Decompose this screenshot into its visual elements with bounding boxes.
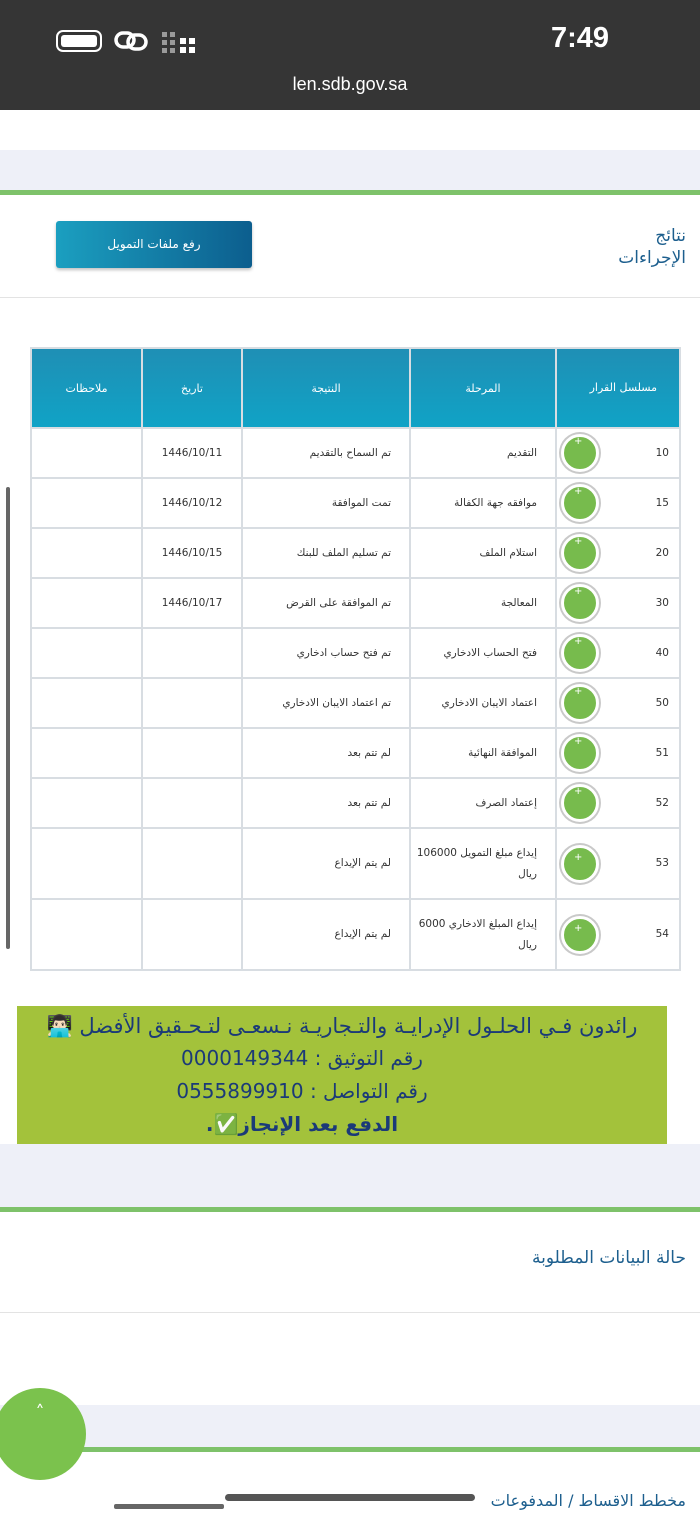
section-band	[0, 1144, 700, 1208]
check-icon	[561, 845, 599, 883]
check-icon	[561, 784, 599, 822]
header-stage: المرحلة	[410, 348, 556, 428]
header-result: النتيجة	[242, 348, 410, 428]
row-notes	[31, 778, 142, 828]
table-row	[31, 478, 680, 528]
check-icon	[561, 584, 599, 622]
row-date	[142, 728, 242, 778]
check-icon	[561, 484, 599, 522]
row-result: لم تتم بعد	[242, 728, 410, 778]
scrollbar[interactable]	[6, 487, 10, 949]
header-serial: مسلسل القرار	[556, 348, 680, 428]
row-stage: اعتماد الايبان الادخاري	[410, 678, 556, 728]
row-stage: فتح الحساب الادخاري	[410, 628, 556, 678]
table-row	[31, 528, 680, 578]
horizontal-scrollbar[interactable]	[114, 1504, 224, 1509]
promo-line-1: رائدون فـي الحلـول الإدرايـة والتـجاريـة نـسعـى لتـحـقيق الأفضل 👨🏻‍💻	[46, 1014, 638, 1038]
row-notes	[31, 828, 142, 899]
row-serial: 30	[655, 597, 669, 609]
row-date	[142, 899, 242, 970]
divider	[0, 297, 700, 298]
row-date: 1446/10/11	[142, 428, 242, 478]
row-date: 1446/10/15	[142, 528, 242, 578]
divider	[0, 1312, 700, 1313]
row-serial: 40	[655, 647, 669, 659]
section-band	[0, 150, 700, 190]
check-icon	[561, 734, 599, 772]
row-serial: 10	[655, 447, 669, 459]
row-stage: إعتماد الصرف	[410, 778, 556, 828]
row-result: لم يتم الإيداع	[242, 899, 410, 970]
row-notes	[31, 728, 142, 778]
row-result: تم تسليم الملف للبنك	[242, 528, 410, 578]
row-result: تم فتح حساب ادخاري	[242, 628, 410, 678]
row-serial: 54	[655, 928, 669, 940]
row-date	[142, 628, 242, 678]
table-row	[31, 899, 680, 970]
row-stage: إيداع المبلغ الادخاري 6000 ريال	[410, 899, 556, 970]
row-date	[142, 778, 242, 828]
row-stage: المعالجة	[410, 578, 556, 628]
actions-table	[30, 347, 679, 988]
row-result: لم تتم بعد	[242, 778, 410, 828]
address-bar-url[interactable]: len.sdb.gov.sa	[292, 74, 408, 94]
table-row	[31, 778, 680, 828]
section-title: نتائج الإجراءات	[618, 226, 686, 268]
installments-plan-link[interactable]: مخطط الاقساط / المدفوعات	[490, 1491, 686, 1510]
table-row	[31, 678, 680, 728]
row-serial: 53	[655, 857, 669, 869]
row-result: لم يتم الإيداع	[242, 828, 410, 899]
check-icon	[561, 434, 599, 472]
section-band	[0, 1405, 700, 1447]
table-row	[31, 728, 680, 778]
promo-line-4: الدفع بعد الإنجاز✅.	[205, 1112, 399, 1136]
check-icon	[561, 634, 599, 672]
row-date: 1446/10/12	[142, 478, 242, 528]
header-date: تاريخ	[142, 348, 242, 428]
home-indicator[interactable]	[225, 1494, 475, 1501]
header-notes: ملاحظات	[31, 348, 142, 428]
row-result: تم السماح بالتقديم	[242, 428, 410, 478]
table-row	[31, 828, 680, 899]
row-serial: 51	[655, 747, 669, 759]
section-green-line	[0, 1447, 700, 1452]
check-icon	[561, 534, 599, 572]
row-notes	[31, 528, 142, 578]
check-icon	[561, 684, 599, 722]
chevron-up-icon: ˄	[35, 1402, 45, 1423]
row-date	[142, 678, 242, 728]
row-serial: 50	[655, 697, 669, 709]
required-data-status-title[interactable]: حالة البيانات المطلوبة	[532, 1248, 686, 1268]
table-row	[31, 428, 680, 478]
row-result: تم اعتماد الايبان الادخاري	[242, 678, 410, 728]
row-serial: 15	[655, 497, 669, 509]
table-row	[31, 578, 680, 628]
row-result: تم الموافقة على القرض	[242, 578, 410, 628]
promo-line-2: رقم التوثيق : 0000149344	[181, 1046, 423, 1070]
section-green-line	[0, 190, 700, 195]
row-serial: 52	[655, 797, 669, 809]
promo-banner	[17, 1006, 667, 1144]
row-notes	[31, 428, 142, 478]
row-serial: 20	[655, 547, 669, 559]
row-notes	[31, 899, 142, 970]
row-notes	[31, 578, 142, 628]
row-notes	[31, 678, 142, 728]
row-stage: موافقه جهة الكفالة	[410, 478, 556, 528]
status-bar	[0, 0, 700, 110]
table-header	[31, 348, 680, 428]
row-date	[142, 828, 242, 899]
row-stage: التقديم	[410, 428, 556, 478]
row-result: تمت الموافقة	[242, 478, 410, 528]
row-stage: استلام الملف	[410, 528, 556, 578]
upload-files-button[interactable]: رفع ملفات التمويل	[56, 221, 252, 268]
scroll-to-top-button[interactable]	[0, 1388, 86, 1480]
row-notes	[31, 478, 142, 528]
table-row	[31, 628, 680, 678]
promo-line-3: رقم التواصل : 0555899910	[176, 1079, 428, 1103]
clock: 7:49	[550, 22, 610, 54]
link-icon	[114, 28, 150, 54]
row-stage: إيداع مبلغ التمويل 106000 ريال	[410, 828, 556, 899]
row-date: 1446/10/17	[142, 578, 242, 628]
check-icon	[561, 916, 599, 954]
signal-icon	[160, 30, 200, 54]
section-green-line	[0, 1207, 700, 1212]
row-notes	[31, 628, 142, 678]
row-stage: الموافقة النهائية	[410, 728, 556, 778]
battery-icon	[56, 30, 102, 52]
